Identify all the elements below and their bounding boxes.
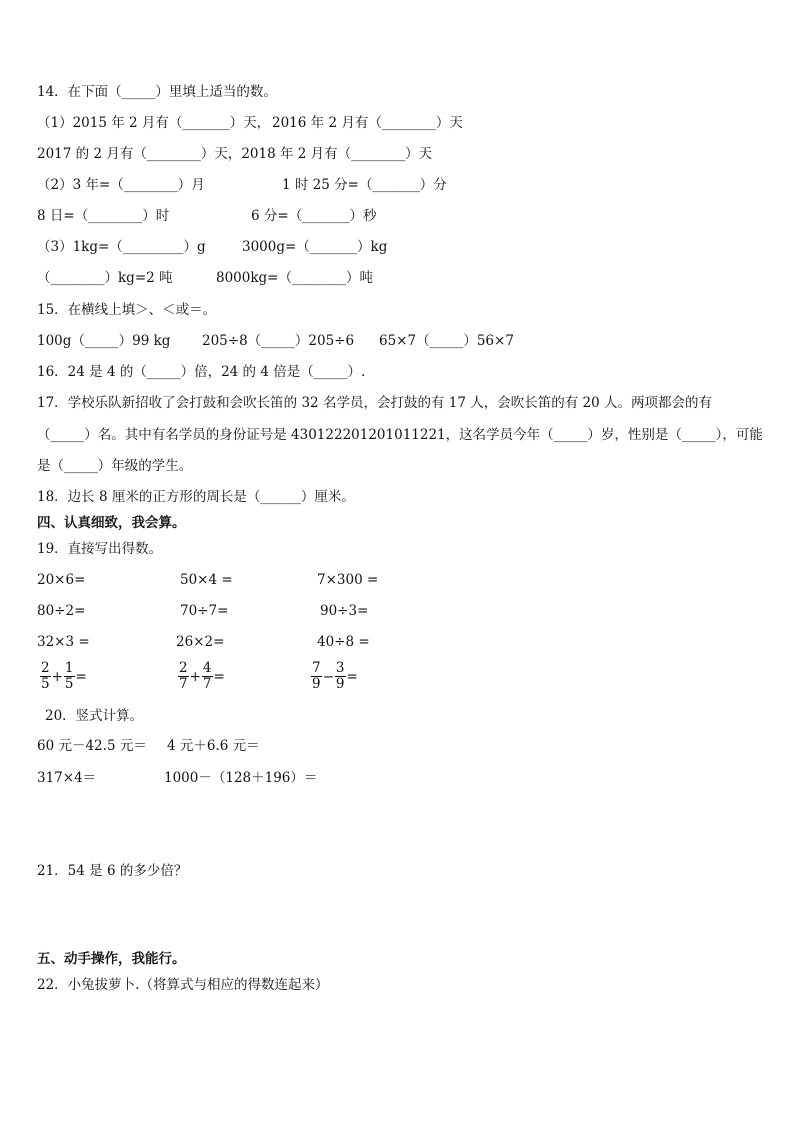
numerator: 4 [202,660,212,676]
numerator: 7 [312,660,321,676]
q14-line4-b: 6 分=（_______）秒 [251,208,377,224]
q16-text: 16．24 是 4 的（_____）倍，24 的 4 倍是（_____）. [37,364,366,380]
q20-title: 20．竖式计算。 [45,708,144,724]
q19-r2-c3: 90÷3= [320,603,369,619]
denominator: 9 [312,676,321,692]
equals-sign: = [213,668,225,685]
q15-item-a: 100g（_____）99 kg [37,333,171,349]
fraction [202,661,213,692]
operator: + [51,668,63,685]
q20-item-a: 60 元－42.5 元＝ [37,738,147,754]
q19-r1-c2: 50×4 = [180,572,233,588]
q17-line3: 是（_____）年级的学生。 [37,458,193,474]
numerator: 1 [64,660,74,676]
q17-line2: （_____）名。其中有名学员的身份证号是 430122201201011221，这名学员今年（_____）岁，性别是（_____），可能 [37,427,763,443]
q19-fraction-expr-2 [178,661,226,692]
section-5-heading: 五、动手操作，我能行。 [37,951,186,967]
operator: + [189,668,201,685]
q15-title: 15．在横线上填＞、＜或＝。 [37,302,217,318]
q15-item-b: 205÷8（_____）205÷6 [202,333,355,349]
q14-line4-a: 8 日=（________）时 [37,208,170,224]
q19-fraction-expr-1 [40,661,88,692]
q14-line5-a: （3）1kg=（_________）g [37,239,206,255]
q14-line3-a: （2）3 年=（________）月 [37,177,205,193]
numerator: 2 [41,660,50,676]
q19-title: 19．直接写出得数。 [37,541,163,557]
q19-r3-c2: 26×2= [176,634,225,650]
q20-item-c: 317×4＝ [37,770,97,786]
denominator: 9 [335,676,345,692]
fraction [311,661,322,692]
fraction [40,661,51,692]
q19-fraction-expr-3 [311,661,359,692]
denominator: 7 [202,676,212,692]
q19-r3-c1: 32×3 = [37,634,90,650]
q14-line1-b: 2016 年 2 月有（________）天 [272,115,463,131]
equals-sign: = [75,668,87,685]
numerator: 3 [335,660,345,676]
q14-line5-b: 3000g=（_______）kg [242,239,388,255]
q20-item-d: 1000－（128＋196）＝ [164,770,318,786]
operator: − [322,668,334,685]
q14-title: 14．在下面（_____）里填上适当的数。 [37,84,277,100]
denominator: 7 [179,676,188,692]
fraction [178,661,189,692]
q19-r3-c3: 40÷8 = [317,634,370,650]
q19-r2-c1: 80÷2= [37,603,86,619]
denominator: 5 [41,676,50,692]
q15-item-c: 65×7（_____）56×7 [379,333,514,349]
fraction [335,661,346,692]
q22-text: 22．小兔拔萝卜.（将算式与相应的得数连起来） [37,977,329,993]
denominator: 5 [64,676,74,692]
q14-line1-a: （1）2015 年 2 月有（_______）天， [37,115,271,131]
q14-line6-b: 8000kg=（________）吨 [216,270,373,286]
q14-line2: 2017 的 2 月有（________）天，2018 年 2 月有（________）天 [37,146,433,162]
q20-item-b: 4 元＋6.6 元＝ [167,738,260,754]
q14-line6-a: （________）kg=2 吨 [37,270,173,286]
q17-line1: 17．学校乐队新招收了会打鼓和会吹长笛的 32 名学员，会打鼓的有 17 人，会吹长笛的有 20 人。两项都会的有 [37,395,712,411]
numerator: 2 [179,660,188,676]
q19-r1-c3: 7×300 = [317,572,379,588]
q19-r2-c2: 70÷7= [180,603,229,619]
section-4-heading: 四、认真细致，我会算。 [37,515,186,531]
fraction [64,661,75,692]
q18-text: 18．边长 8 厘米的正方形的周长是（______）厘米。 [37,489,355,505]
equals-sign: = [346,668,358,685]
q19-r1-c1: 20×6= [37,572,86,588]
q21-text: 21．54 是 6 的多少倍？ [37,863,188,879]
q14-line3-b: 1 时 25 分=（_______）分 [282,177,447,193]
